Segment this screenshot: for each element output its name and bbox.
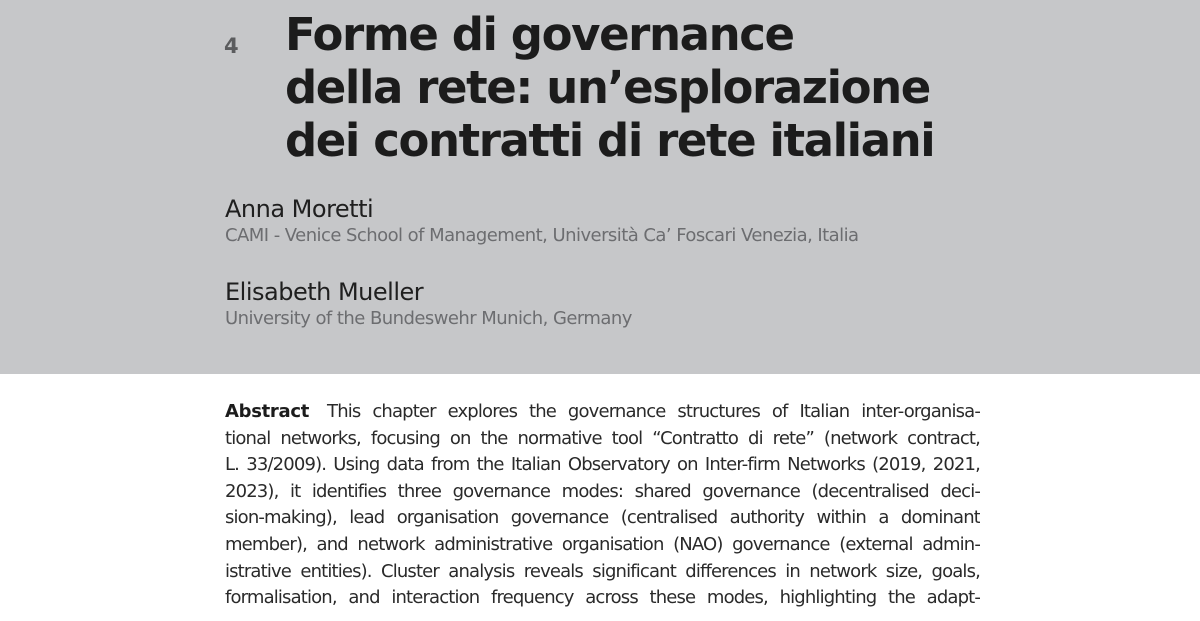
abstract-line: istrative entities). Cluster analysis reveals significant differences in network size, goals,	[225, 560, 980, 582]
chapter-number: 4	[224, 34, 239, 58]
chapter-title-line: dei contratti di rete italiani	[285, 114, 935, 167]
abstract-line-text: This chapter explores the governance structures of Italian inter-organisa-	[327, 401, 980, 422]
author-block	[225, 278, 1125, 331]
abstract-line: L. 33/2009). Using data from the Italian Observatory on Inter-firm Networks (2019, 2021,	[225, 454, 980, 476]
author-block	[225, 195, 1125, 248]
abstract-line: sion-making), lead organisation governance (centralised authority within a dominant	[225, 507, 980, 529]
chapter-title-line: Forme di governance	[285, 8, 794, 61]
abstract-line: tional networks, focusing on the normative tool “Contratto di rete” (network contract,	[225, 427, 980, 449]
abstract-line: 2023), it identifies three governance modes: shared governance (decentralised deci-	[225, 480, 980, 502]
chapter-title-line: della rete: un’esplorazione	[285, 61, 930, 114]
abstract-label: Abstract	[225, 401, 310, 422]
abstract-line	[225, 399, 980, 426]
author-name: Anna Moretti	[225, 195, 374, 223]
author-affiliation: University of the Bundeswehr Munich, Germany	[225, 308, 632, 329]
abstract-line: formalisation, and interaction frequency across these modes, highlighting the adapt-	[225, 587, 980, 609]
abstract-section	[225, 399, 980, 621]
author-name: Elisabeth Mueller	[225, 278, 424, 306]
author-affiliation: CAMI - Venice School of Management, Università Ca’ Foscari Venezia, Italia	[225, 225, 859, 246]
abstract-line: member), and network administrative organisation (NAO) governance (external admin-	[225, 533, 980, 555]
chapter-title	[285, 8, 1185, 167]
